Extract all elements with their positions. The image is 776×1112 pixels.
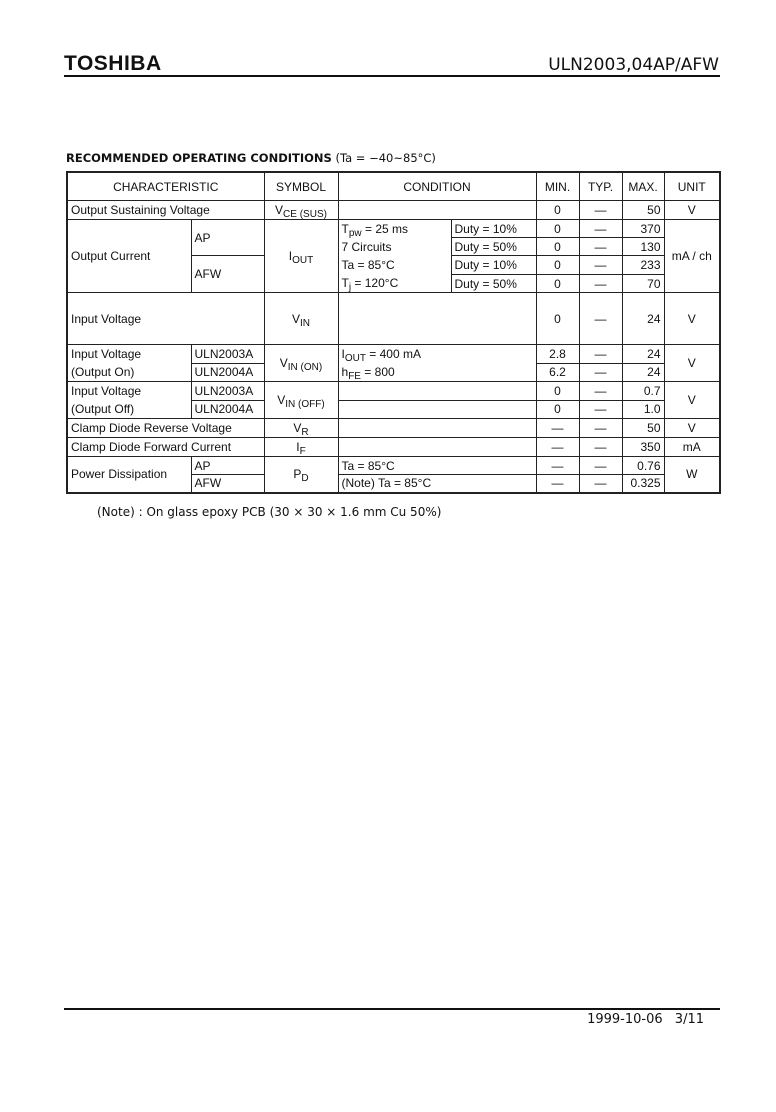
variant: AFW	[191, 256, 264, 293]
condition: (Note) Ta = 85°C	[338, 475, 536, 493]
typ: —	[579, 345, 622, 364]
table-row	[67, 220, 720, 238]
header-divider	[64, 75, 720, 77]
table-section	[66, 171, 726, 520]
condition	[338, 382, 536, 401]
max: 233	[622, 256, 664, 275]
condition	[338, 400, 536, 419]
duty: Duty = 50%	[451, 275, 536, 293]
symbol: $V_{CE (SUS)}$	[264, 201, 338, 220]
variant: AFW	[191, 475, 264, 493]
unit: mA / ch	[664, 220, 720, 293]
condition: $I_{OUT} = 400$ mA $h_{FE} = 800$	[338, 345, 536, 382]
header-cell: MAX.	[622, 172, 664, 201]
min: —	[536, 419, 579, 438]
typ: —	[579, 201, 622, 220]
min: 0	[536, 293, 579, 345]
unit: mA	[664, 438, 720, 457]
characteristic: Clamp Diode Reverse Voltage	[67, 419, 264, 438]
operating-conditions-table	[66, 171, 721, 494]
min: 0	[536, 220, 579, 238]
unit: V	[664, 382, 720, 419]
duty: Duty = 50%	[451, 238, 536, 256]
max: 0.325	[622, 475, 664, 493]
unit: V	[664, 419, 720, 438]
typ: —	[579, 475, 622, 493]
header-cell: CHARACTERISTIC	[67, 172, 264, 201]
device: ULN2003A	[191, 345, 264, 364]
table-row	[67, 201, 720, 220]
typ: —	[579, 363, 622, 382]
min: 0	[536, 400, 579, 419]
variant: AP	[191, 457, 264, 475]
characteristic: Output Sustaining Voltage	[67, 201, 264, 220]
max: 130	[622, 238, 664, 256]
header-cell: MIN.	[536, 172, 579, 201]
condition	[338, 293, 536, 345]
symbol: $I_{OUT}$	[264, 220, 338, 293]
table-header-row	[67, 172, 720, 201]
duty: Duty = 10%	[451, 220, 536, 238]
min: 2.8	[536, 345, 579, 364]
table-row	[67, 293, 720, 345]
max: 350	[622, 438, 664, 457]
section-title	[66, 151, 436, 165]
header-cell: UNIT	[664, 172, 720, 201]
symbol: $V_{IN}$	[264, 293, 338, 345]
device: ULN2003A	[191, 382, 264, 401]
min: 6.2	[536, 363, 579, 382]
condition: $T_{pw} = 25$ ms 7 Circuits Ta = 85°C $T_j = 120^\circ C$	[338, 220, 451, 293]
brand-logo: TOSHIBA	[64, 52, 162, 75]
typ: —	[579, 382, 622, 401]
min: 0	[536, 238, 579, 256]
footer	[587, 1012, 704, 1027]
characteristic: Power Dissipation	[67, 457, 191, 493]
min: —	[536, 457, 579, 475]
unit: V	[664, 293, 720, 345]
symbol: $V_{IN (ON)}$	[264, 345, 338, 382]
characteristic: Clamp Diode Forward Current	[67, 438, 264, 457]
min: 0	[536, 275, 579, 293]
header-cell: TYP.	[579, 172, 622, 201]
condition	[338, 419, 536, 438]
device: ULN2004A	[191, 400, 264, 419]
typ: —	[579, 400, 622, 419]
characteristic: Input Voltage (Output On)	[67, 345, 191, 382]
typ: —	[579, 238, 622, 256]
typ: —	[579, 457, 622, 475]
unit: W	[664, 457, 720, 493]
device: ULN2004A	[191, 363, 264, 382]
typ: —	[579, 256, 622, 275]
characteristic: Input Voltage (Output Off)	[67, 382, 191, 419]
symbol: $V_{IN (OFF)}$	[264, 382, 338, 419]
max: 50	[622, 201, 664, 220]
min: 0	[536, 201, 579, 220]
symbol: $P_D$	[264, 457, 338, 493]
characteristic: Input Voltage	[67, 293, 264, 345]
max: 24	[622, 363, 664, 382]
condition	[338, 438, 536, 457]
section-title-text: RECOMMENDED OPERATING CONDITIONS	[66, 151, 332, 165]
condition	[338, 201, 536, 220]
part-number: ULN2003,04AP/AFW	[548, 55, 719, 75]
max: 1.0	[622, 400, 664, 419]
min: —	[536, 438, 579, 457]
footer-divider	[64, 1008, 720, 1010]
typ: —	[579, 275, 622, 293]
typ: —	[579, 419, 622, 438]
max: 24	[622, 345, 664, 364]
header-cell: SYMBOL	[264, 172, 338, 201]
section-condition: (Ta = −40~85°C)	[335, 151, 436, 165]
max: 0.76	[622, 457, 664, 475]
max: 370	[622, 220, 664, 238]
header-cell: CONDITION	[338, 172, 536, 201]
table-row	[67, 457, 720, 475]
min: 0	[536, 256, 579, 275]
variant: AP	[191, 220, 264, 256]
duty: Duty = 10%	[451, 256, 536, 275]
symbol: $I_F$	[264, 438, 338, 457]
unit: V	[664, 201, 720, 220]
max: 24	[622, 293, 664, 345]
table-note: (Note) : On glass epoxy PCB (30 × 30 × 1.6 mm Cu 50%)	[97, 504, 442, 519]
min: —	[536, 475, 579, 493]
max: 50	[622, 419, 664, 438]
table-row	[67, 345, 720, 364]
typ: —	[579, 293, 622, 345]
max: 0.7	[622, 382, 664, 401]
table-row	[67, 438, 720, 457]
min: 0	[536, 382, 579, 401]
unit: V	[664, 345, 720, 382]
page-number: 3/11	[674, 1012, 704, 1027]
symbol: $V_R$	[264, 419, 338, 438]
table-row	[67, 419, 720, 438]
typ: —	[579, 220, 622, 238]
max: 70	[622, 275, 664, 293]
characteristic: Output Current	[67, 220, 191, 293]
table-row	[67, 382, 720, 401]
footer-date: 1999-10-06	[587, 1012, 663, 1027]
condition: Ta = 85°C	[338, 457, 536, 475]
typ: —	[579, 438, 622, 457]
